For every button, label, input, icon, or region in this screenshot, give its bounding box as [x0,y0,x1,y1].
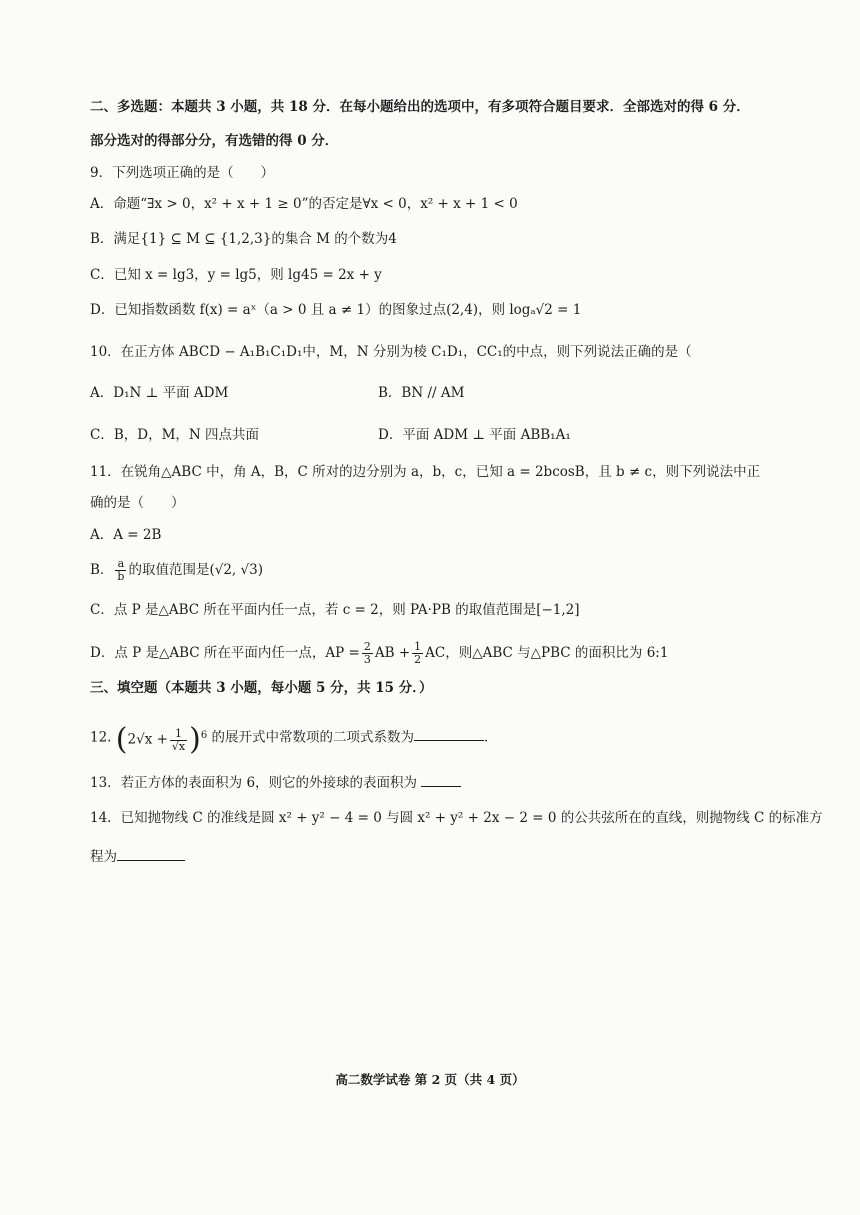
fraction-numerator: 1 [414,640,422,653]
section2-header-line2: 部分选对的得部分分，有选错的得 0 分． [90,133,339,149]
question-10-stem: 10．在正方体 ABCD − A₁B₁C₁D₁中，M，N 分别为棱 C₁D₁，CC₁的中点，则下列说法正确的是（ [90,344,692,360]
question-11-stem-line2: 确的是（ ） [90,495,185,511]
question-14-line2 [90,846,800,867]
question-11-option-a: A．A = 2B [90,527,162,543]
section2-header-line1: 二、多选题：本题共 3 小题，共 18 分．在每小题给出的选项中，有多项符合题目要求．全部选对的得 6 分． [90,99,750,115]
fraction-two-thirds [362,641,373,666]
question-12-text: 的展开式中常数项的二项式系数为 [211,729,415,746]
fraction-numerator: 1 [170,728,187,741]
question-12-number: 12. [90,729,112,746]
question-9-stem: 9．下列选项正确的是（ ） [90,165,275,181]
fraction-numerator: a [115,558,126,571]
question-9-option-c: C．已知 x = lg3，y = lg5，则 lg45 = 2x + y [90,267,382,283]
question-11-option-b [90,558,800,583]
question-12 [90,718,800,758]
binomial-expression: (2√x + $\frac{1}{√x}$ )$^6$ [115,722,208,757]
option-d-prefix: D．点 P 是△ABC 所在平面内任一点，AP = [90,645,360,661]
answer-blank-12[interactable] [414,726,484,741]
answer-blank-13[interactable] [421,772,461,787]
question-11-option-c: C．点 P 是△ABC 所在平面内任一点，若 c = 2，则 PA·PB 的取值范围是[−1,2] [90,602,580,618]
fraction-denominator: 3 [363,653,371,666]
question-13 [90,772,800,793]
question-13-text: 13．若正方体的表面积为 6，则它的外接球的表面积为 [90,775,418,791]
fraction-a-over-b [115,558,126,583]
answer-blank-14[interactable] [117,846,185,861]
fraction-one-half [412,641,423,666]
period: . [484,729,489,746]
question-10-row2 [90,425,800,445]
fraction-one-over-sqrt-x [170,728,187,753]
question-10-option-d: D．平面 ADM ⊥ 平面 ABB₁A₁ [378,427,571,443]
section3-header: 三、填空题（本题共 3 小题，每小题 5 分，共 15 分．） [90,680,433,696]
fraction-numerator: 2 [363,640,371,653]
option-d-middle: AB + [374,645,411,661]
option-d-suffix: AC，则△ABC 与△PBC 的面积比为 6:1 [425,645,669,661]
question-10-row1 [90,383,800,403]
binomial-term: 2√x + [127,731,168,748]
page-footer: 高二数学试卷 第 2 页（共 4 页） [335,1072,525,1087]
fraction-denominator: √x [171,739,186,753]
question-10-option-c: C．B，D，M，N 四点共面 [90,427,260,443]
question-14-line1: 14．已知抛物线 C 的准线是圆 x² + y² − 4 = 0 与圆 x² + y² + 2x − 2 = 0 的公共弦所在的直线，则抛物线 C 的标准方 [90,810,823,826]
exponent: 6 [200,730,208,741]
question-9-option-d: D．已知指数函数 f(x) = aˣ（a > 0 且 a ≠ 1）的图象过点(2,4)，则 logₐ√2 = 1 [90,302,582,318]
question-9-option-b: B．满足{1} ⊆ M ⊆ {1,2,3}的集合 M 的个数为4 [90,231,397,247]
option-b-prefix: B． [90,562,114,578]
question-14-text: 程为 [90,849,117,865]
question-11-option-d [90,641,800,666]
option-b-suffix: 的取值范围是(√2, √3) [128,562,263,578]
fraction-denominator: 2 [414,653,422,666]
fraction-denominator: b [117,570,125,583]
question-10-option-b: B．BN // AM [378,385,465,401]
question-9-option-a: A．命题“∃x > 0，x² + x + 1 ≥ 0”的否定是∀x < 0，x² + x + 1 < 0 [90,196,518,212]
question-11-stem-line1: 11．在锐角△ABC 中，角 A，B，C 所对的边分别为 a，b，c，已知 a = 2bcosB，且 b ≠ c，则下列说法中正 [90,464,761,480]
question-10-option-a: A．D₁N ⊥ 平面 ADM [90,385,229,401]
